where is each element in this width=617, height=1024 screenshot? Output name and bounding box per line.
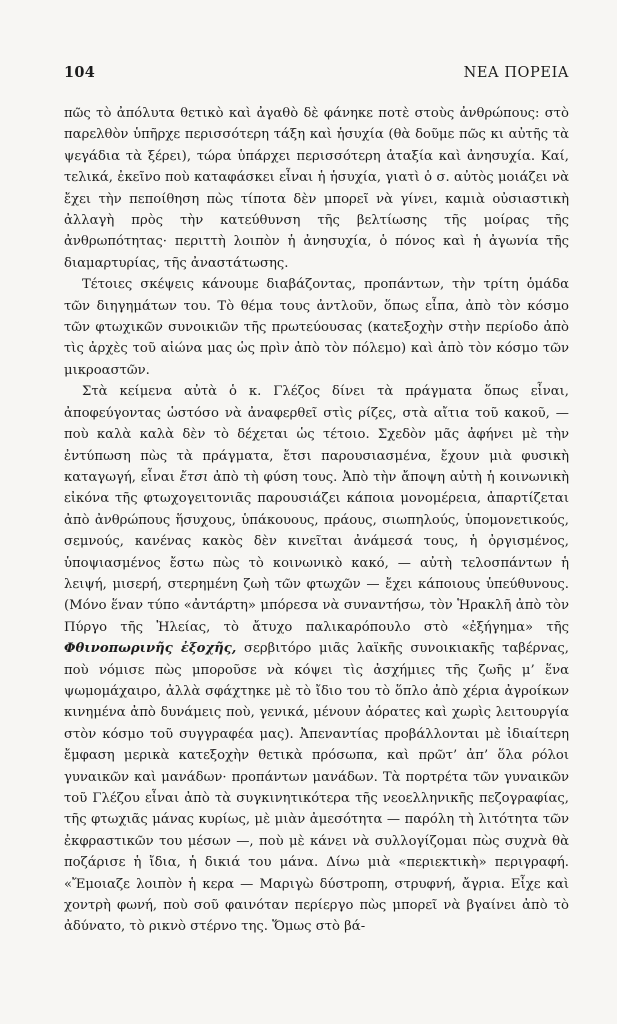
paragraph-text: πῶς τὸ ἀπόλυτα θετικὸ καὶ ἀγαθὸ δὲ φάνηκε ποτὲ στοὺς ἀνθρώπους: στὸ παρελθὸν ὑπῆρχε περισσότερη τάξη καὶ ἡσυχία (θὰ δοῦμε πῶς κι αὐτῆς τὰ ψεγάδια τὰ ξέρει), τώρα ὑπάρχει περισσότερη ἀταξία καὶ ἀνησυχία. Καί, τελικά, ἐκεῖνο ποὺ καταφάσκει εἶναι ἡ ἡσυχία, γιατὶ ὁ σ. αὐτὸς μοιάζει νὰ ἔχει τὴν πεποίθηση πὼς τίποτα δὲν μπορεῖ νὰ γίνει, καμιὰ οὐσιαστικὴ ἀλλαγὴ πρὸς τὴν κατεύθυνση τῆς βελτίωσης τῆς μοίρας τῆς ἀνθρωπότητας· περιττὴ λοιπὸν ἡ ἀνησυχία, ὁ πόνος καὶ ἡ ἀγωνία τῆς διαμαρτυρίας, τῆς ἀναστάτωσης.	[64, 106, 569, 271]
running-title: ΝΕΑ ΠΟΡΕΙΑ	[463, 65, 569, 81]
work-title: Φθινοπωρινῆς ἐξοχῆς,	[64, 641, 237, 657]
paragraph-2	[64, 274, 569, 381]
paragraph-text: σερβιτόρο μιᾶς λαϊκῆς συνοικιακῆς ταβέρνας, ποὺ νόμισε πὼς μποροῦσε νὰ κόψει τὶς ἀσχήμιες τῆς ζωῆς μ’ ἕνα ψωμομάχαιρο, ἀλλὰ σφάχτηκε μὲ τὸ ἴδιο του τὸ ὅπλο ἀπὸ χέρια ἀγροίκων κινημένα ἀπὸ δυνάμεις ποὺ, γενικά, μένουν ἀόρατες καὶ χωρὶς λειτουργία στὸν κόσμο τοῦ συγγραφέα μας). Ἀπεναντίας προβάλλονται μὲ ἰδιαίτερη ἔμφαση μερικὰ κατεξοχὴν θετικὰ πρόσωπα, καὶ πρῶτ’ ἀπ’ ὅλα ρόλοι γυναικῶν καὶ μανάδων· προπάντων μανάδων. Τὰ πορτρέτα τῶν γυναικῶν τοῦ Γλέζου εἶναι ἀπὸ τὰ συγκινητικότερα τῆς νεοελληνικῆς πεζογραφίας, τῆς φτωχιᾶς μάνας κυρίως, μὲ μιὰν ἀμεσότητα — παρόλη τὴ λιτότητα τῶν ἐκφραστικῶν του μέσων —, ποὺ μὲ κάνει νὰ συλλογίζομαι πὼς συχνὰ θὰ ποζάρισε ἡ ἴδια, ἡ δικιά του μάνα. Δίνω μιὰ «περιεκτικὴ» περιγραφή. «Ἔμοιαζε λοιπὸν ἡ κερα — Μαριγὼ δύστροπη, στρυφνή, ἄγρια. Εἶχε καὶ χοντρὴ φωνή, ποὺ σοῦ φαινόταν περίεργο πὼς μπορεῖ νὰ βγαίνει ἀπὸ τὸ ἀδύνατο, τὸ ρικνὸ στέρνο της. Ὅμως στὸ βά-	[64, 641, 569, 935]
paragraph-3	[64, 381, 569, 938]
paragraph-text: Τέτοιες σκέψεις κάνουμε διαβάζοντας, προπάντων, τὴν τρίτη ὁμάδα τῶν διηγημάτων του. Τὸ θέμα τους ἀντλοῦν, ὅπως εἶπα, ἀπὸ τὸν κόσμο τῶν φτωχικῶν συνοικιῶν τῆς πρωτεύουσας (κατεξοχὴν στὴν περίοδο ἀπὸ τὶς ἀρχὲς τοῦ αἰώνα μας ὡς πρὶν ἀπὸ τὸν πόλεμο) καὶ ἀπὸ τὸν κόσμο τῶν μικροαστῶν.	[64, 277, 569, 378]
page-number: 104	[64, 64, 96, 81]
page-header	[64, 64, 569, 81]
emphasized-word: ἔτσι	[179, 469, 209, 485]
paragraph-1	[64, 103, 569, 274]
body-text	[64, 103, 569, 938]
paragraph-text: Στὰ κείμενα αὐτὰ ὁ κ. Γλέζος δίνει τὰ πράγματα ὅπως εἶναι, ἀποφεύγοντας ὡστόσο νὰ ἀναφερθεῖ στὶς ρίζες, στὰ αἴτια τοῦ κακοῦ, — ποὺ καλὰ καλὰ δὲν τὸ δέχεται ὡς τέτοιο. Σχεδὸν μᾶς ἀφήνει μὲ τὴν ἐντύπωση πὼς τὰ πράγματα, ἔτσι παρουσιασμένα, ἔχουν μιὰ φυσικὴ καταγωγή, εἶναι	[64, 384, 569, 485]
paragraph-text: ἀπὸ τὴ φύση τους. Ἀπὸ τὴν ἄποψη αὐτὴ ἡ κοινωνικὴ εἰκόνα τῆς φτωχογειτονιᾶς παρουσιάζει κάποια μονομέρεια, ἀπαρτίζεται ἀπὸ ἀνθρώπους ἥσυχους, ὑπάκουους, πράους, σιωπηλούς, ὑπομονετικούς, σεμνούς, κανένας κακὸς δὲν κινεῖται ἀνάμεσά τους, ἡ ὀργισμένος, ὑποψιασμένος ἔστω πὼς τὸ κοινωνικὸ κακό, — αὐτὴ τελοσπάντων ἡ λειψή, μισερή, στερημένη ζωὴ τῶν φτωχῶν — ἔχει κάποιους ὑπεύθυνους. (Μόνο ἕναν τύπο «ἀντάρτη» μπόρεσα νὰ συναντήσω, τὸν Ἡρακλῆ ἀπὸ τὸν Πύργο τῆς Ἠλείας, τὸ ἄτυχο παλικαρόπουλο στὸ «ἐξήγημα» τῆς	[64, 469, 569, 635]
